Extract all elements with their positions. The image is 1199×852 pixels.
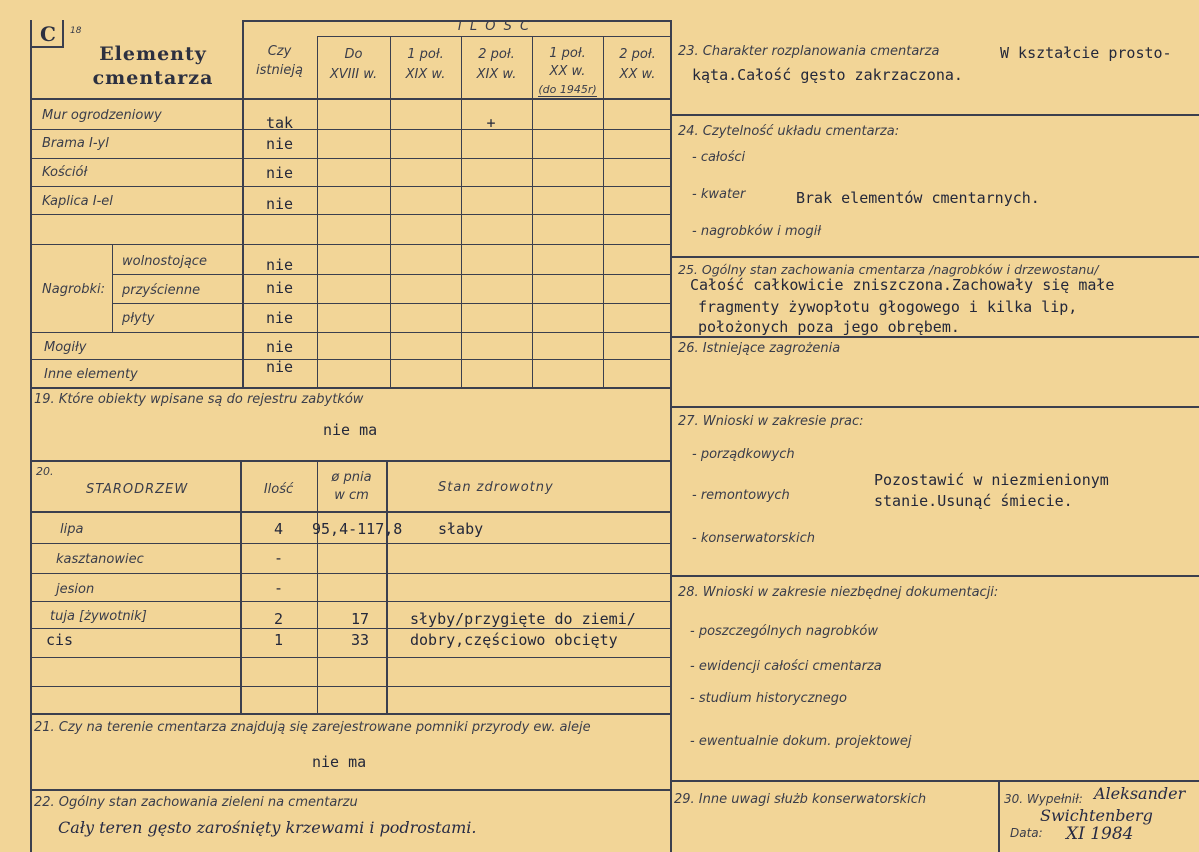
right-hline-25	[672, 336, 1199, 338]
s24-sub-0: - całości	[692, 150, 746, 165]
s27-sub-0: - porządkowych	[692, 447, 795, 462]
s21-label: 21. Czy na terenie cmentarza znajdują się zarejestrowane pomniki przyrody ew. aleje	[34, 720, 591, 735]
s30-vline	[998, 780, 1000, 852]
s20-row-0-count: 4	[273, 520, 284, 538]
col-2pol-xix-line2: XIX w.	[476, 67, 517, 82]
s28-label: 28. Wnioski w zakresie niezbędnej dokumentacji:	[678, 585, 999, 600]
elements-hline-4	[30, 214, 672, 215]
nagrobki-label: Nagrobki:	[42, 282, 106, 297]
s20-hline-4	[30, 628, 672, 629]
left-border	[30, 20, 32, 852]
row-label-przyscienne: przyścienne	[122, 283, 201, 298]
s27-value-1: Pozostawić w niezmienionym	[874, 471, 1109, 489]
s23-value-1: W kształcie prosto-	[1000, 44, 1172, 62]
s20-hline-1	[30, 543, 672, 544]
elements-vline-3	[390, 36, 391, 388]
row-value-plyty: nie	[265, 309, 294, 327]
right-hline-24	[672, 256, 1199, 258]
elements-hline-8	[30, 332, 672, 333]
s27-sub-1: - remontowych	[692, 488, 790, 503]
s20-row-0-state: słaby	[438, 520, 484, 538]
s20-vline-3	[386, 460, 388, 714]
s20-header-name: STARODRZEW	[86, 482, 189, 497]
s20-row-2-name: jesion	[56, 582, 95, 597]
s24-value: Brak elementów cmentarnych.	[796, 189, 1040, 207]
s25-line-1: fragmenty żywopłotu głogowego i kilka lip,	[698, 298, 1078, 316]
s20-row-0-diam: 95,4-117,8	[312, 520, 403, 538]
s20-row-2-count: -	[273, 579, 284, 597]
section-title-line1: Elementy	[99, 43, 207, 65]
s20-hline-5	[30, 657, 672, 658]
section-title-line2: cmentarza	[92, 67, 214, 89]
row-label-kaplica: Kaplica I-el	[42, 194, 113, 209]
right-hline-27	[672, 575, 1199, 577]
s28-sub-1: - ewidencji całości cmentarza	[690, 659, 882, 674]
row-value-mur: tak	[265, 114, 294, 132]
elements-hline-7	[112, 303, 672, 304]
s20-row-0-name: lipa	[60, 522, 84, 537]
s20-top-line	[30, 460, 672, 462]
elements-hline-10	[30, 387, 672, 389]
elements-hline-2	[30, 158, 672, 159]
col-do-xviii-line2: XVIII w.	[329, 67, 378, 82]
col-2pol-xix	[461, 45, 532, 85]
s20-num: 20.	[36, 465, 54, 478]
s21-value: nie ma	[312, 753, 367, 771]
s28-sub-0: - poszczególnych nagrobków	[690, 624, 878, 639]
col-2pol-xx-line1: 2 poł.	[619, 47, 656, 62]
row-value-przyscienne: nie	[265, 279, 294, 297]
row-label-mogily: Mogiły	[44, 340, 87, 355]
row-value-inne: nie	[265, 358, 294, 376]
s28-sub-3: - ewentualnie dokum. projektowej	[690, 734, 912, 749]
s19-value: nie ma	[323, 421, 378, 439]
s20-hline-6	[30, 686, 672, 687]
s20-row-3-name: tuja [żywotnik]	[50, 609, 147, 624]
s20-hline-3	[30, 601, 672, 602]
right-hline-26	[672, 406, 1199, 408]
box-number: 18	[70, 26, 82, 36]
s23-label: 23. Charakter rozplanowania cmentarza	[678, 44, 940, 59]
elements-hline-6	[112, 274, 672, 275]
col-do-xviii-line1: Do	[344, 47, 363, 62]
col-1pol-xx	[532, 45, 603, 99]
row-label-inne: Inne elementy	[44, 367, 138, 382]
s20-hline-0	[30, 511, 672, 513]
s20-row-3-diam: 17	[350, 610, 370, 628]
s24-sub-1: - kwater	[692, 187, 746, 202]
row-value-brama: nie	[265, 135, 294, 153]
s27-sub-2: - konserwatorskich	[692, 531, 815, 546]
col-do-xviii	[317, 45, 390, 85]
s26-label: 26. Istniejące zagrożenia	[678, 341, 841, 356]
s20-row-4-diam: 33	[350, 631, 370, 649]
elements-hline-1	[30, 129, 672, 130]
s24-label: 24. Czytelność układu cmentarza:	[678, 124, 900, 139]
row-label-mur: Mur ogrodzeniowy	[42, 108, 162, 123]
row-mark-mur: +	[486, 114, 496, 132]
elements-vline-4	[461, 36, 462, 388]
row-label-kosciol: Kościół	[42, 165, 88, 180]
elements-hline-5	[30, 244, 672, 245]
row-label-wolnostojace: wolnostojące	[122, 254, 207, 269]
s20-row-3-state: słyby/przygięte do ziemi/	[410, 610, 636, 628]
s20-row-4-name: cis	[46, 631, 74, 649]
elements-hline-9	[30, 359, 672, 360]
row-label-brama: Brama I-yl	[42, 136, 109, 151]
elements-vline-6	[603, 36, 604, 388]
s24-sub-2: - nagrobków i mogił	[692, 224, 822, 239]
col-2pol-xx	[603, 45, 672, 85]
center-divider	[670, 20, 672, 852]
section-title	[64, 42, 242, 90]
s30-name-2: Swichtenberg	[1040, 806, 1153, 825]
col-2pol-xx-line2: XX w.	[619, 67, 656, 82]
s25-line-0: Całość całkowicie zniszczona.Zachowały się małe	[690, 276, 1115, 294]
ilosc-header: I L O S C	[457, 19, 532, 34]
col-1pol-xix-line2: XIX w.	[405, 67, 446, 82]
s20-header-count: Ilość	[263, 482, 294, 497]
box-letter: C	[40, 22, 56, 46]
s28-sub-2: - studium historycznego	[690, 691, 847, 706]
col-1pol-xx-line1: 1 poł.	[549, 46, 586, 61]
s30-label: 30. Wypełnił:	[1004, 792, 1083, 806]
s19-label: 19. Które obiekty wpisane są do rejestru zabytków	[34, 392, 364, 407]
s29-label: 29. Inne uwagi służb konserwatorskich	[674, 792, 927, 807]
ilosc-underline	[317, 36, 672, 37]
s25-label: 25. Ogólny stan zachowania cmentarza /nagrobków i drzewostanu/	[678, 262, 1099, 277]
col-1pol-xix	[390, 45, 461, 85]
s20-row-4-count: 1	[273, 631, 284, 649]
s20-row-1-name: kasztanowiec	[56, 552, 144, 567]
row-label-plyty: płyty	[122, 311, 155, 326]
col-1pol-xx-line3: (do 1945r)	[538, 83, 597, 96]
row-value-kaplica: nie	[265, 195, 294, 213]
s25-line-2: położonych poza jego obrębem.	[698, 318, 960, 336]
col-2pol-xix-line1: 2 poł.	[478, 47, 515, 62]
s30-name-1: Aleksander	[1094, 784, 1186, 803]
s20-row-3-count: 2	[273, 610, 284, 628]
s30-date: XI 1984	[1066, 824, 1134, 844]
s20-hline-7	[30, 713, 672, 715]
nagrobki-vline	[112, 244, 113, 332]
col-czy-header	[242, 42, 317, 80]
col-czy-line1: Czy	[267, 44, 292, 59]
s20-header-diam-line1: ø pnia	[331, 470, 372, 485]
s22-label: 22. Ogólny stan zachowania zieleni na cmentarzu	[34, 795, 358, 810]
c-box-bottom	[30, 46, 64, 48]
s20-header-state: Stan zdrowotny	[438, 480, 554, 495]
s20-row-1-count: -	[273, 549, 284, 567]
col-czy-line2: istnieją	[256, 63, 303, 78]
row-value-mogily: nie	[265, 338, 294, 356]
elements-vline-2	[317, 36, 318, 388]
s30-date-label: Data:	[1010, 826, 1043, 840]
right-hline-23	[672, 114, 1199, 116]
s23-value-2: kąta.Całość gęsto zakrzaczona.	[692, 66, 963, 84]
right-hline-28	[672, 780, 1199, 782]
s22-top-line	[30, 789, 672, 791]
s20-hline-2	[30, 573, 672, 574]
s20-row-4-state: dobry,częściowo obcięty	[410, 631, 618, 649]
col-1pol-xx-line2: XX w.	[549, 64, 586, 79]
elements-hline-3	[30, 186, 672, 187]
row-value-kosciol: nie	[265, 164, 294, 182]
s27-value-2: stanie.Usunąć śmiecie.	[874, 492, 1073, 510]
s22-value: Cały teren gęsto zarośnięty krzewami i podrostami.	[58, 818, 477, 837]
s20-header-diam	[317, 469, 386, 505]
s27-label: 27. Wnioski w zakresie prac:	[678, 414, 864, 429]
s20-header-diam-line2: w cm	[334, 488, 369, 503]
col-1pol-xix-line1: 1 poł.	[407, 47, 444, 62]
row-value-wolnostojace: nie	[265, 256, 294, 274]
